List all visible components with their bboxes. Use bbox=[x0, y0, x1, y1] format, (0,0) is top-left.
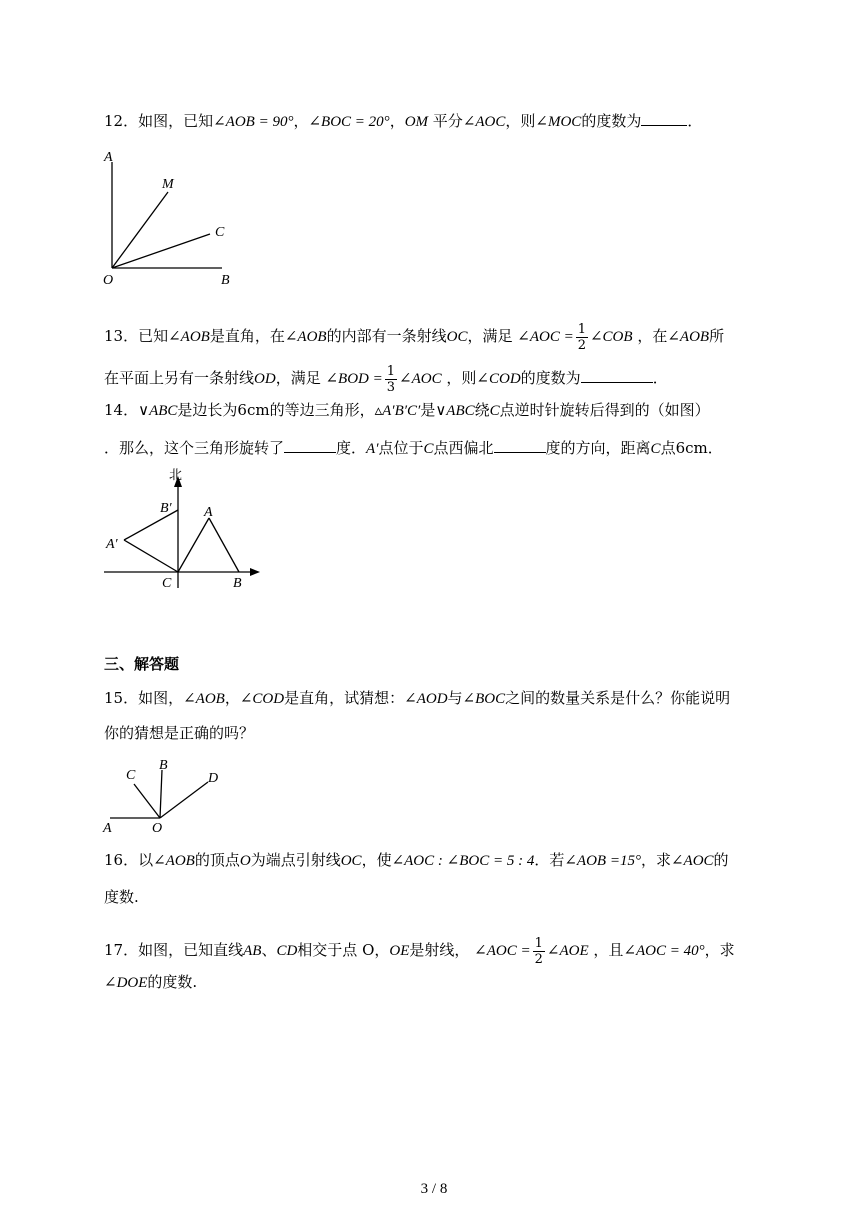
q12-math: ∠AOC bbox=[462, 114, 506, 130]
q13-text: ，在 bbox=[637, 327, 668, 345]
fraction-numerator: 1 bbox=[386, 363, 396, 379]
q15-number: 15． bbox=[104, 689, 139, 707]
q16-text: 为端点引射线 bbox=[250, 851, 341, 869]
q17-number: 17． bbox=[104, 941, 139, 959]
q16-text: ．若 bbox=[534, 851, 565, 869]
q13-math: ∠AOB bbox=[667, 329, 710, 345]
q16-math: ∠AOB bbox=[153, 853, 195, 869]
q12-math: ∠MOC bbox=[535, 114, 582, 130]
q17-text: ，且 bbox=[593, 941, 624, 959]
q13-text: ，满足 bbox=[275, 369, 321, 387]
q14-text: 度． bbox=[336, 439, 367, 457]
label-a: A bbox=[103, 821, 112, 836]
q14-math: 6cm bbox=[675, 439, 708, 457]
q15-text: 之间的数量关系是什么？你能说明 bbox=[505, 689, 731, 707]
answer-blank[interactable] bbox=[581, 368, 653, 383]
fraction-denominator: 2 bbox=[577, 337, 586, 353]
q14-math: A′ bbox=[366, 441, 379, 457]
q12-number: 12． bbox=[104, 112, 139, 130]
q16-text: 以 bbox=[138, 851, 154, 869]
q12-text: 的度数为 bbox=[581, 112, 642, 130]
fraction-numerator: 1 bbox=[577, 321, 586, 337]
q13-math: OC bbox=[446, 329, 468, 345]
q12-text: 如图，已知 bbox=[138, 112, 214, 130]
q16-math: ∠AOB =15° bbox=[564, 853, 641, 869]
q12-text: ， bbox=[293, 112, 309, 130]
q13-fraction-left: ∠AOC = bbox=[517, 329, 574, 345]
q16-number: 16． bbox=[104, 851, 139, 869]
q13-math: ∠COD bbox=[476, 371, 521, 387]
q13-fraction bbox=[385, 364, 397, 395]
q15-figure bbox=[100, 756, 230, 836]
q15-text: 与 bbox=[447, 689, 463, 707]
q16-text: 的顶点 bbox=[194, 851, 240, 869]
q17-text: 是射线， bbox=[409, 941, 470, 959]
q16-text: 度数. bbox=[104, 888, 139, 906]
q17-math: AB bbox=[243, 943, 262, 959]
q16-math: O bbox=[239, 853, 251, 869]
fraction-numerator: 1 bbox=[534, 935, 543, 951]
q14-text: 点逆时针旋转后得到的（如图） bbox=[499, 401, 710, 419]
q15-text: 如图， bbox=[138, 689, 184, 707]
label-north: 北 bbox=[169, 468, 183, 483]
q14-text: 是边长为 bbox=[177, 401, 238, 419]
q16-text: 的 bbox=[713, 851, 729, 869]
q12-figure bbox=[100, 148, 240, 288]
q16-line2 bbox=[104, 887, 139, 907]
q14-text: 点西偏北 bbox=[433, 439, 494, 457]
label-m: M bbox=[162, 177, 174, 192]
q14-line2 bbox=[104, 438, 723, 459]
q13-fraction-left: ∠BOD = bbox=[325, 371, 383, 387]
q12-text: ，则 bbox=[505, 112, 536, 130]
answer-blank[interactable] bbox=[494, 438, 546, 453]
q13-math: ∠AOB bbox=[284, 329, 327, 345]
q13-text: 的内部有一条射线 bbox=[326, 327, 447, 345]
q13-text: ． bbox=[652, 369, 668, 387]
q14-text: ． bbox=[707, 439, 723, 457]
q14-text: 绕 bbox=[474, 401, 490, 419]
q13-math: ∠AOB bbox=[168, 329, 210, 345]
q16-math: ∠AOC bbox=[670, 853, 714, 869]
q14-text: 度的方向，距离 bbox=[545, 439, 651, 457]
q14-text: ．那么，这个三角形旋转了 bbox=[104, 439, 285, 457]
q17-text: 如图，已知直线 bbox=[138, 941, 244, 959]
q12-text: ． bbox=[687, 112, 703, 130]
q14-text: 点位于 bbox=[378, 439, 424, 457]
q14-math: C bbox=[650, 441, 661, 457]
q16-math: OC bbox=[340, 853, 362, 869]
ray-om bbox=[112, 192, 168, 268]
q15-math: ∠COD bbox=[239, 691, 285, 707]
q13-text: 已知 bbox=[138, 327, 169, 345]
q13-text: 的度数为 bbox=[520, 369, 581, 387]
q15-math: ∠AOD bbox=[404, 691, 448, 707]
q12-math: OM bbox=[404, 114, 429, 130]
q13-number: 13． bbox=[104, 327, 139, 345]
q17-math: ∠AOC = 40° bbox=[623, 943, 705, 959]
q15-math: ∠AOB bbox=[183, 691, 225, 707]
q16-math: ∠AOC : ∠BOC = 5 : 4 bbox=[391, 853, 535, 869]
page-number: 3 / 8 bbox=[420, 1181, 448, 1197]
q12-math: ∠AOB = 90° bbox=[213, 114, 294, 130]
label-c: C bbox=[215, 225, 225, 240]
answer-blank[interactable] bbox=[641, 111, 687, 126]
q16-line1 bbox=[104, 850, 729, 871]
q12-math: ∠BOC = 20° bbox=[308, 114, 390, 130]
q14-figure bbox=[100, 462, 270, 592]
side-ab bbox=[209, 518, 239, 572]
q17-fraction-right: ∠AOE bbox=[546, 943, 589, 959]
q15-math: ∠BOC bbox=[462, 691, 506, 707]
q14-text: 是 bbox=[420, 401, 436, 419]
q16-text: ，求 bbox=[640, 851, 671, 869]
q15-text: 你的猜想是正确的吗？ bbox=[104, 724, 255, 742]
side-ca-prime bbox=[124, 540, 178, 572]
ray-oc bbox=[112, 234, 210, 268]
q13-fraction-right: ∠AOC bbox=[399, 371, 442, 387]
q17-math: CD bbox=[276, 943, 298, 959]
q13-text: 是直角，在 bbox=[209, 327, 285, 345]
answer-blank[interactable] bbox=[284, 438, 336, 453]
q14-math: C bbox=[489, 403, 500, 419]
q13-line2 bbox=[104, 358, 668, 398]
q17-text: 的度数. bbox=[147, 973, 198, 991]
section-heading: 三、解答题 bbox=[104, 655, 180, 673]
label-a: A bbox=[104, 150, 113, 165]
q17-text: 相交于点 O， bbox=[297, 941, 390, 959]
q14-text: 点 bbox=[660, 439, 676, 457]
label-b: B bbox=[221, 273, 230, 288]
label-o: O bbox=[103, 273, 114, 288]
q17-fraction-left: ∠AOC = bbox=[474, 943, 531, 959]
fraction-denominator: 2 bbox=[534, 951, 543, 967]
ray-ob bbox=[160, 770, 162, 818]
q14-math: ∨ABC bbox=[435, 403, 475, 419]
q13-text: 在平面上另有一条射线 bbox=[104, 369, 255, 387]
q17-math: OE bbox=[389, 943, 410, 959]
label-o: O bbox=[152, 821, 163, 836]
q14-number: 14． bbox=[104, 401, 139, 419]
q15-text: ， bbox=[224, 689, 240, 707]
label-b: B bbox=[233, 576, 242, 591]
fraction-denominator: 3 bbox=[386, 379, 396, 395]
q16-text: ，使 bbox=[361, 851, 392, 869]
label-b: B bbox=[159, 758, 168, 773]
q17-math: ∠DOE bbox=[104, 975, 148, 991]
q17-text: ，求 bbox=[704, 941, 735, 959]
label-c: C bbox=[162, 576, 172, 591]
q15-line1 bbox=[104, 688, 730, 709]
label-b-prime: B′ bbox=[160, 501, 172, 516]
q13-text: ，满足 bbox=[467, 327, 513, 345]
q15-text: 是直角，试猜想： bbox=[284, 689, 405, 707]
q12-text: ， bbox=[389, 112, 405, 130]
q13-text: 所 bbox=[709, 327, 725, 345]
label-d: D bbox=[208, 771, 219, 786]
ray-od bbox=[160, 782, 208, 818]
q13-math: OD bbox=[254, 371, 276, 387]
q17-line1 bbox=[104, 930, 735, 970]
q17-line2 bbox=[104, 972, 197, 993]
q14-line1 bbox=[104, 400, 710, 421]
label-a-prime: A′ bbox=[106, 537, 118, 552]
q15-line2 bbox=[104, 723, 254, 743]
q14-text: 的等边三角形， bbox=[269, 401, 375, 419]
q12-text: 平分 bbox=[428, 112, 463, 130]
label-a: A bbox=[204, 505, 213, 520]
q12-line1 bbox=[104, 111, 702, 132]
east-arrow-icon bbox=[250, 568, 260, 576]
ray-oc bbox=[134, 784, 160, 818]
q13-text: ，则 bbox=[446, 369, 477, 387]
q14-math: C bbox=[423, 441, 434, 457]
q14-math: ▵A′B′C′ bbox=[374, 403, 421, 419]
q14-math: 6cm bbox=[237, 401, 270, 419]
q17-text: 、 bbox=[261, 941, 277, 959]
q17-fraction bbox=[533, 936, 545, 967]
q14-math: ∨ABC bbox=[138, 403, 178, 419]
q13-fraction bbox=[576, 322, 588, 353]
q13-line1 bbox=[104, 316, 724, 356]
q13-fraction-right: ∠COB bbox=[589, 329, 633, 345]
side-ca bbox=[178, 518, 209, 572]
label-c: C bbox=[126, 768, 136, 783]
